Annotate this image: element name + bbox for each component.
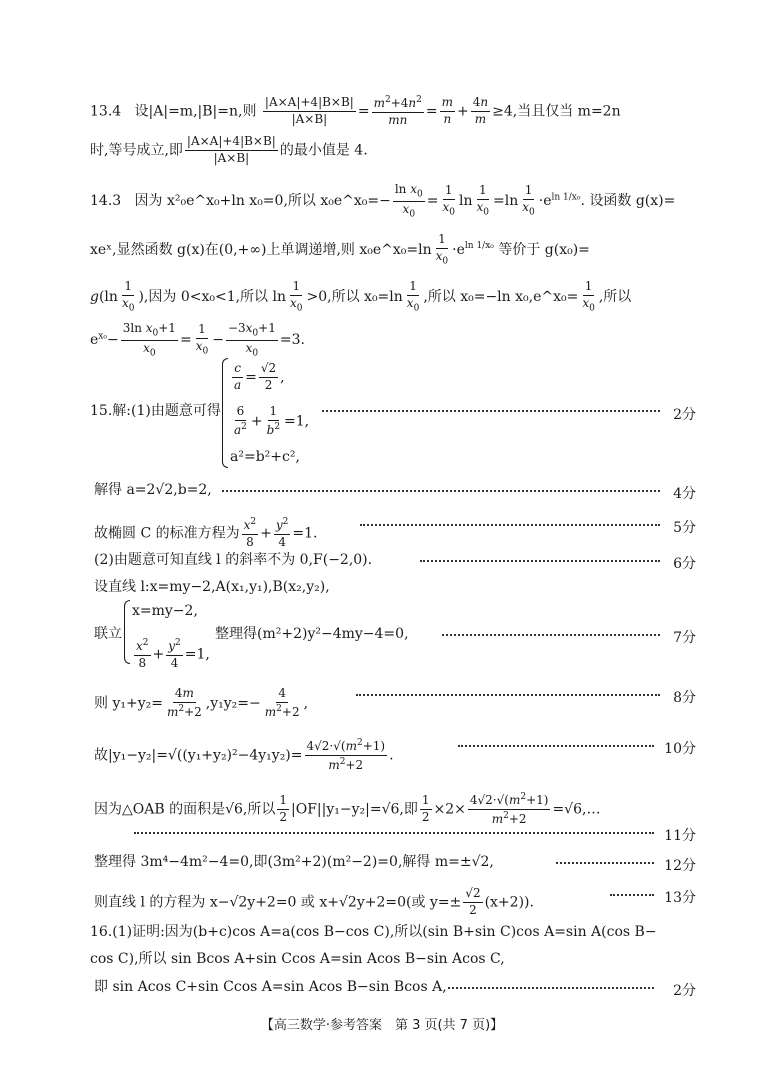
leader-dots [134, 832, 654, 834]
q13-line2: 时,等号成立,即 $\frac{|A\times A|+4|B\times B|}{|A\times B|}$ 的最小值是 4. [90, 134, 368, 165]
leader-dots [360, 524, 660, 526]
q14-line4: $e^{x_0}-$ $\frac{3\ln x_0+1}{x_0}$ = $\frac{1}{x_0}$ − $\frac{-3x_0+1}{x_0}$ =3. [90, 321, 305, 359]
leader-dots [458, 745, 654, 747]
system-eq1: $\frac{c}{a}$ = $\frac{√2}{2}$ , [234, 361, 285, 392]
leader-dots [442, 634, 660, 636]
score: 4分 [673, 486, 696, 502]
q14-line2: xeˣ,显然函数 g(x)在(0,+∞)上单调递增,则 x₀e^x₀=ln $\frac{1}{x_0}$ $\cdot e^{ln 1/x_0}$ 等价于 g(x₀)= [90, 232, 590, 267]
q16-line3: 即 sin Acos C+sin Ccos A=sin Acos B−sin Bcos A, [94, 979, 447, 995]
q15-line8: 故|y₁−y₂|=√((y₁+y₂)²−4y₁y₂)= $\frac{4√2\cdot√(m^2+1)}{m^2+2}$ . [94, 738, 394, 772]
leader-dots [322, 410, 660, 412]
leader-dots [420, 560, 660, 562]
q14-line1: 14.3 因为 x²₀e^x₀+ln x₀=0,所以 x₀e^x₀=− $\frac{\ln x_0}{x_0}$ = $\frac{1}{x_0}$ ln $\frac{1}{x_0}$ =ln $\frac{1}{x_0}$ $\cdot e^{ln 1/x_0}$. 设函数 g(x)= [90, 182, 676, 220]
score: 5分 [673, 520, 696, 536]
system-line: $\frac{x^2}{8}$ + $\frac{y^2}{4}$ =1, [136, 638, 210, 670]
leader-dots [448, 987, 654, 989]
score: 11分 [664, 828, 696, 844]
system-eq2: $\frac{6}{a^2}$ + $\frac{1}{b^2}$ =1, [234, 404, 310, 437]
q15-line10: 整理得 3m⁴−4m²−4=0,即(3m²+2)(m²−2)=0,解得 m=±√2, [94, 854, 494, 870]
system-brace [222, 358, 228, 468]
system-line: x=my−2, [132, 603, 198, 619]
score: 10分 [664, 741, 696, 757]
system-brace [124, 600, 130, 664]
q15-line6b: 整理得(m²+2)y²−4my−4=0, [215, 626, 409, 642]
q15-line4: (2)由题意可知直线 l 的斜率不为 0,F(−2,0). [94, 552, 373, 568]
score: 2分 [673, 983, 696, 999]
q14-line3: g(ln $\frac{1}{x_0}$ ),因为 0<x₀<1,所以 ln $\frac{1}{x_0}$ >0,所以 x₀=ln $\frac{1}{x_0}$ ,所以 x₀=−ln x₀,e^x₀= $\frac{1}{x_0}$ ,所以 [90, 279, 632, 314]
score: 8分 [673, 690, 696, 706]
leader-dots [610, 894, 654, 896]
leader-dots [356, 694, 660, 696]
q15-line6: 联立 [94, 626, 122, 642]
q15-line1: 15.解:(1)由题意可得 [90, 403, 221, 419]
fraction: $\frac{|A\times A|+4|B\times B|}{|A\times B|}$ [264, 95, 354, 126]
q15-line9: 因为△OAB 的面积是√6,所以 $\frac{1}{2}$ |OF||y₁−y₂|=√6,即 $\frac{1}{2}$ ×2× $\frac{4√2\cdot√(m^2+1)}{m^2+2}$ =√6,… [94, 792, 601, 826]
page-footer: 【高三数学·参考答案 第 3 页(共 7 页)】 [260, 1018, 504, 1033]
q15-line11: 则直线 l 的方程为 x−√2y+2=0 或 x+√2y+2=0(或 y=± $\frac{√2}{2}$ (x+2)). [94, 886, 534, 917]
q15-line2: 解得 a=2√2,b=2, [94, 482, 212, 498]
score: 12分 [664, 858, 696, 874]
score: 6分 [673, 556, 696, 572]
q15-line5: 设直线 l:x=my−2,A(x₁,y₁),B(x₂,y₂), [94, 579, 330, 595]
q15-line7: 则 y₁+y₂= $\frac{4m}{m^2+2}$ ,y₁y₂=− $\frac{4}{m^2+2}$ , [94, 686, 309, 719]
q16-line2: cos C),所以 sin Bcos A+sin Ccos A=sin Acos B−sin Acos C, [90, 951, 505, 967]
score: 13分 [664, 890, 696, 906]
system-eq3: a²=b²+c², [230, 449, 300, 465]
q15-line3: 故椭圆 C 的标准方程为 $\frac{x^2}{8}$ + $\frac{y^2}{4}$ =1. [94, 517, 318, 549]
q16-line1: 16.(1)证明:因为(b+c)cos A=a(cos B−cos C),所以(sin B+sin C)cos A=sin A(cos B− [90, 924, 657, 940]
score: 2分 [673, 407, 696, 423]
score: 7分 [673, 630, 696, 646]
q13-line1: 13.4 设|A|=m,|B|=n,则 $\frac{|A\times A|+4|B\times B|}{|A\times B|}$ = $\frac{m^2+4n^2}{mn}$ = $\frac{m}{n}$ + $\frac{4n}{m}$ ≥4,当且仅当 m=2n [90, 95, 621, 127]
leader-dots [556, 862, 654, 864]
leader-dots [222, 490, 660, 492]
